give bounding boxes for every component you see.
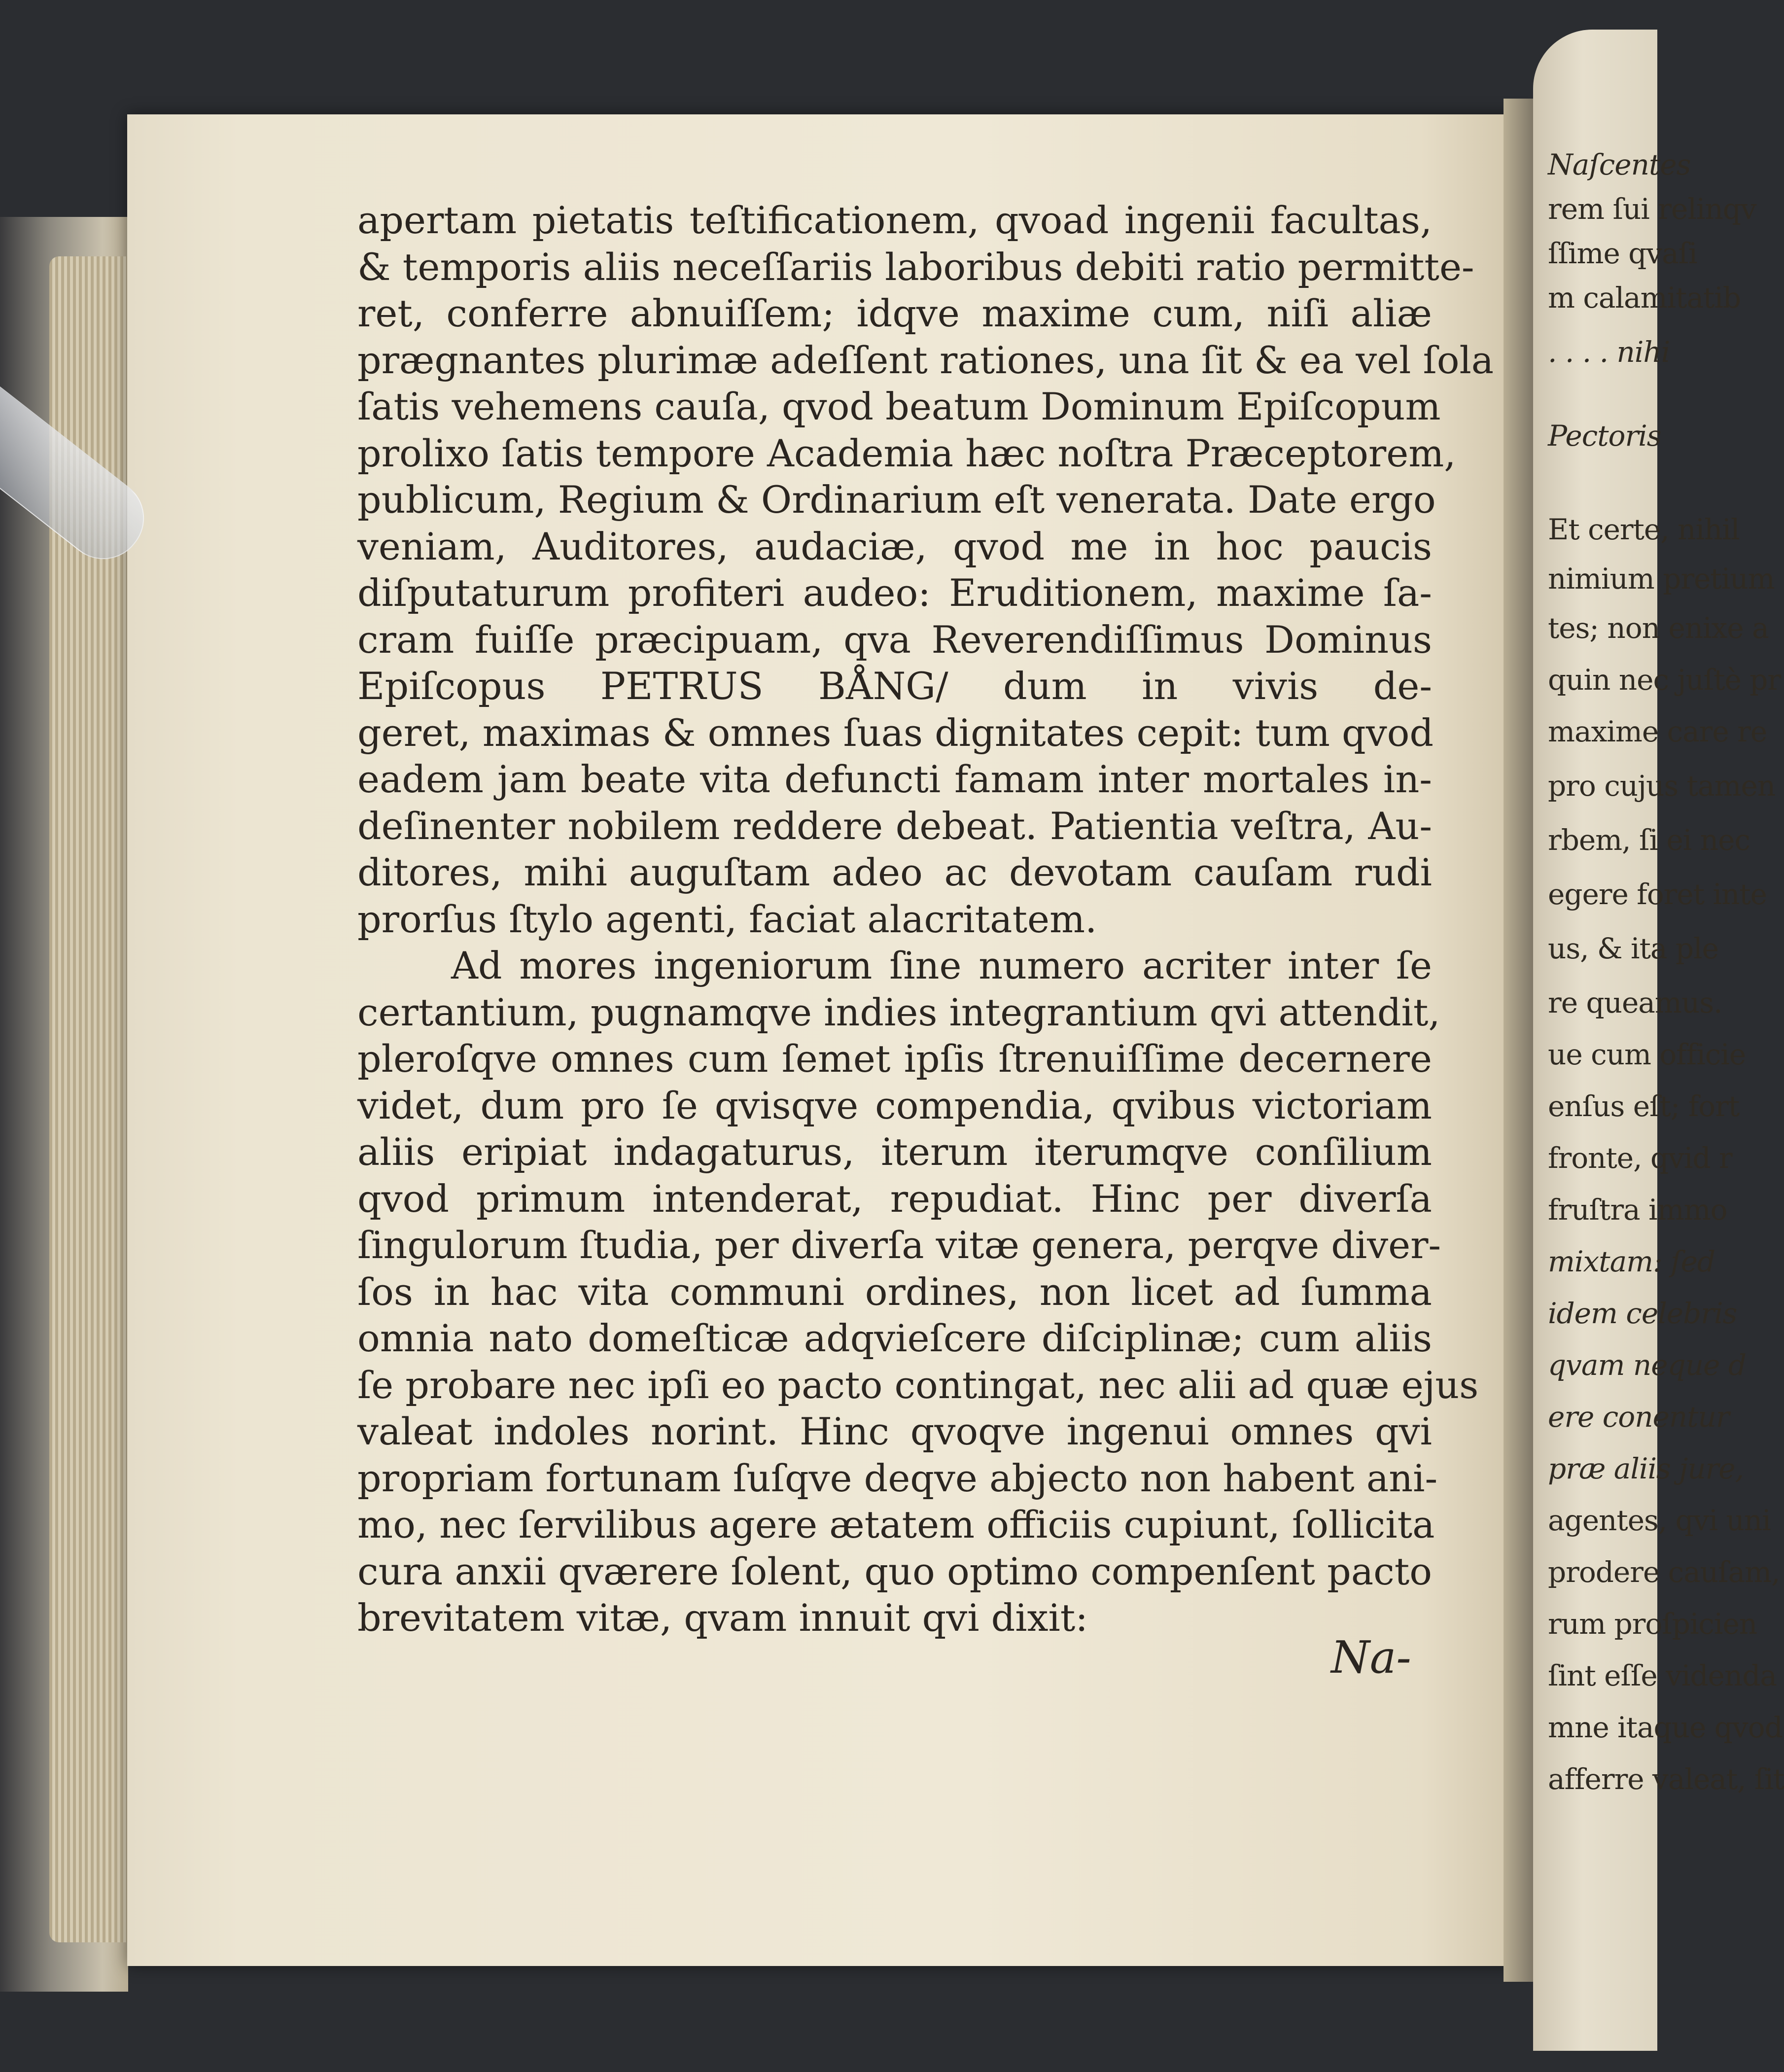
right-text-line: us, & ita ple <box>1548 932 1718 965</box>
right-text-line: re queamus. <box>1548 986 1722 1019</box>
catchword: Na- <box>1331 1632 1411 1684</box>
right-page <box>1533 30 1784 2051</box>
text-line: aliis eripiat indagaturus, iterum iterumqve conſilium <box>357 1130 1432 1174</box>
right-text-line: rem ſui relinqv <box>1548 192 1756 226</box>
text-line: certantium, pugnamqve indies integrantium qvi attendit, <box>357 990 1440 1034</box>
text-line: geret, maximas & omnes ſuas dignitates cepit: tum qvod <box>357 710 1434 755</box>
text-line: eadem jam beate vita defuncti famam inter mortales in- <box>357 757 1432 801</box>
text-line: pleroſqve omnes cum ſemet ipſis ſtrenuiſſime decernere <box>357 1037 1432 1081</box>
right-text-line: agentes, qvi uni <box>1548 1504 1771 1537</box>
right-text-line: ere conentur <box>1548 1400 1729 1434</box>
text-line: ſe probare nec ipſi eo pacto contingat, nec alii ad quæ ejus <box>357 1363 1479 1407</box>
right-text-line: ſſime qvaſi <box>1548 237 1697 270</box>
right-text-line: tes; non enixe a <box>1548 611 1769 645</box>
text-line: veniam, Auditores, audaciæ, qvod me in hoc paucis <box>357 524 1432 568</box>
right-text-line: prodere cauſam, <box>1548 1555 1780 1589</box>
right-text-line: ue cum officie <box>1548 1038 1746 1071</box>
right-text-line: Pectoris <box>1548 419 1661 453</box>
text-line: qvod primum intenderat, repudiat. Hinc per diverſa <box>357 1176 1432 1221</box>
text-line: valeat indoles norint. Hinc qvoqve ingenui omnes qvi <box>357 1409 1432 1453</box>
right-text-line: m calamitatib <box>1548 281 1741 315</box>
text-line: prolixo ſatis tempore Academia hæc noſtra Præceptorem, <box>357 431 1456 475</box>
text-line: videt, dum pro ſe qvisqve compendia, qvibus victoriam <box>357 1083 1432 1127</box>
right-text-line: egere foret inte <box>1548 878 1767 911</box>
right-text-line: præ aliis jure, <box>1548 1452 1744 1485</box>
text-line: omnia nato domeſticæ adqvieſcere diſciplinæ; cum aliis <box>357 1316 1432 1360</box>
right-text-line: Naſcentes <box>1548 148 1691 181</box>
text-line: apertam pietatis teſtificationem, qvoad ingenii facultas, <box>357 198 1432 242</box>
main-text-block <box>357 197 1494 1642</box>
text-line: diſputaturum profiteri audeo: Eruditionem, maxime ſa- <box>357 571 1432 615</box>
right-text-line: fronte, qvid r <box>1548 1141 1732 1175</box>
text-line: prægnantes plurimæ adeſſent rationes, una ſit & ea vel ſola <box>357 338 1494 382</box>
right-text-line: maxime care re <box>1548 715 1767 748</box>
text-line: ſatis vehemens cauſa, qvod beatum Dominum Epiſcopum <box>357 385 1441 428</box>
text-line: ditores, mihi auguſtam adeo ac devotam cauſam rudi <box>357 850 1432 894</box>
right-text-line: mne itaque qvod <box>1548 1711 1783 1744</box>
text-line: publicum, Regium & Ordinarium eſt venerata. Date ergo <box>357 478 1436 522</box>
right-text-line: pro cujus tamen <box>1548 769 1776 803</box>
right-text-line: . . . . nihi <box>1548 335 1670 369</box>
right-text-line: Et certe, nihil <box>1548 513 1740 546</box>
text-line: ret, conferre abnuiſſem; idqve maxime cum, niſi aliæ <box>357 291 1432 335</box>
right-text-line: rum proſpicien <box>1548 1607 1757 1641</box>
text-line: deſinenter nobilem reddere debeat. Patientia veſtra, Au- <box>357 804 1432 848</box>
text-line: prorſus ſtylo agenti, faciat alacritatem. <box>357 897 1097 941</box>
right-text-line: qvam neque d <box>1548 1348 1746 1382</box>
text-line: Ad mores ingeniorum ſine numero acriter inter ſe <box>451 944 1432 987</box>
right-text-line: afferre valeat, ſit <box>1548 1762 1784 1796</box>
right-text-line: fruſtra immo <box>1548 1193 1727 1227</box>
right-text-line: idem celebris <box>1548 1297 1737 1330</box>
right-text-line: enſus eſt; fort <box>1548 1089 1740 1123</box>
text-line: cura anxii qværere ſolent, quo optimo compenſent pacto <box>357 1549 1432 1593</box>
text-line: & temporis aliis neceſſariis laboribus debiti ratio permitte- <box>357 245 1474 289</box>
text-line: cram fuiſſe præcipuam, qva Reverendiſſimus Dominus <box>357 617 1432 662</box>
text-line: ſos in hac vita communi ordines, non licet ad ſumma <box>357 1269 1432 1314</box>
text-line: propriam fortunam ſuſqve deqve abjecto non habent ani- <box>357 1456 1438 1500</box>
right-text-line: nimium pretium <box>1548 562 1775 596</box>
right-text-line: ſint eſſe videnda <box>1548 1659 1777 1692</box>
text-line: mo, nec ſervilibus agere ætatem officiis cupiunt, ſollicita <box>357 1503 1435 1546</box>
right-text-line: rbem, ſi ei nec <box>1548 823 1750 857</box>
text-line: ſingulorum ſtudia, per diverſa vitæ genera, perqve diver- <box>357 1223 1441 1267</box>
right-text-line: quin nec juſtè pr <box>1548 663 1781 697</box>
right-text-line: mixtam: ſed <box>1548 1245 1715 1278</box>
text-line: Epiſcopus PETRUS BÅNG/ dum in vivis de- <box>357 664 1432 708</box>
text-line: brevitatem vitæ, qvam innuit qvi dixit: <box>357 1596 1088 1640</box>
